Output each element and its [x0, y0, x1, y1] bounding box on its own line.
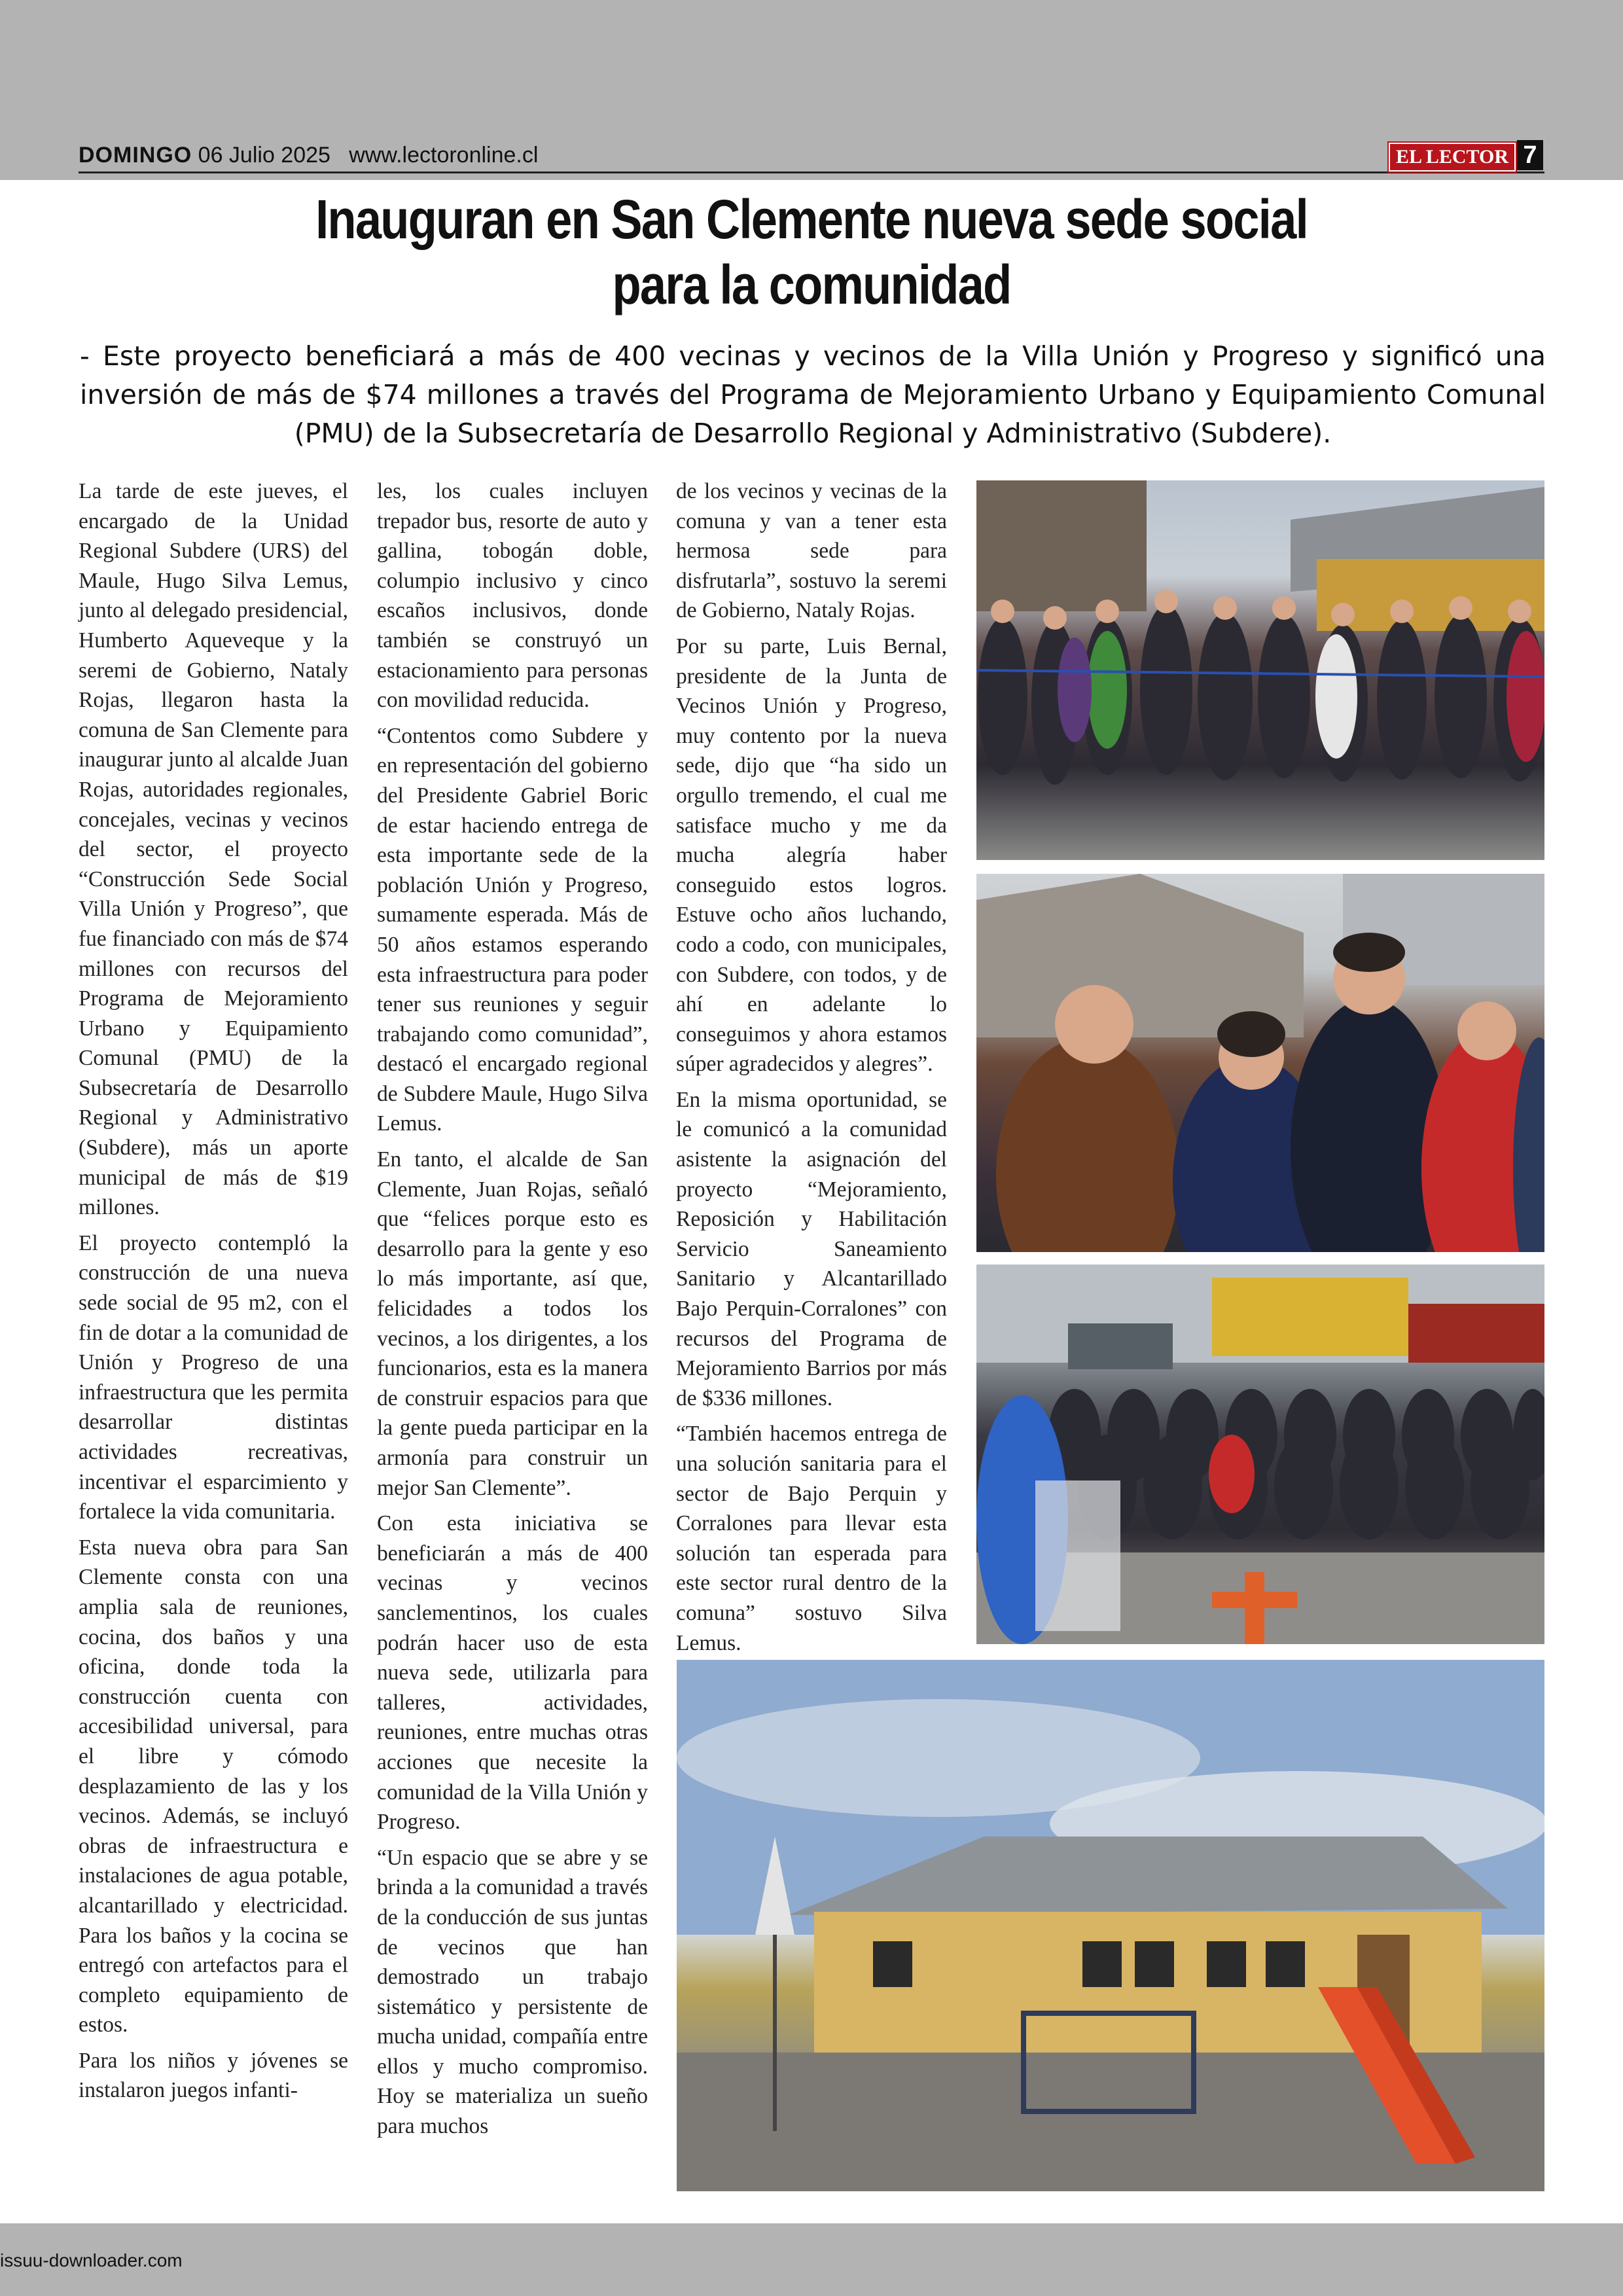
header-website[interactable]: www.lectoronline.cl [349, 143, 539, 168]
paragraph: “También hacemos entrega de una solución sanitaria para el sector de Bajo Perquin y Corralones para llevar esta solución tan esperada para este sector rural dentro de la comuna” sostuvo Silva Lemus. [676, 1422, 947, 1655]
article-column-1 [79, 476, 348, 2111]
el-lector-logo: EL LECTOR [1389, 143, 1516, 171]
photo-new-community-building-art [677, 1660, 1544, 2191]
article-column-3 [676, 476, 947, 1664]
article-title-line-2: para la comunidad [612, 254, 1011, 315]
paragraph: El proyecto contempló la construcción de una nueva sede social de 95 m2, con el fin de dotar a la comunidad de Unión y Progreso de una infraestructura que les permita desarrollar distintas actividades recreativas, incentivar el esparcimiento y fortalece la vida comunitaria. [79, 1230, 348, 1524]
viewer-footer-bar [0, 2223, 1623, 2296]
photo-new-community-building [677, 1660, 1544, 2191]
photo-speech-audience-art [976, 1265, 1544, 1644]
paragraph: les, los cuales incluyen trepador bus, resorte de auto y gallina, tobogán doble, columpio inclusivo y cinco escaños inclusivos, donde también se construyó un estacionamiento para personas con movilidad reducida. [377, 479, 648, 713]
paragraph: de los vecinos y vecinas de la comuna y van a tener esta hermosa sede para disfrutarla”, sostuvo la seremi de Gobierno, Nataly Rojas. [676, 479, 947, 623]
paragraph: Con esta iniciativa se beneficiarán a más de 400 vecinas y vecinos sanclementinos, los cuales podrán hacer uso de esta nueva sede, utilizarla para talleres, actividades, reuniones, entre muchas otras acciones que necesite la comunidad de la Villa Unión y Progreso. [377, 1511, 648, 1835]
header-rule [79, 171, 1544, 173]
paragraph: En la misma oportunidad, se le comunicó a la comunidad asistente la asignación del proyecto “Mejoramiento, Reposición y Habilitación Servicio Saneamiento Sanitario y Alcantarillado Bajo Perquin-Corralones” con recursos del Programa de Mejoramiento Barrios por más de $336 millones. [676, 1087, 947, 1410]
article-column-2 [377, 476, 648, 2147]
photo-authorities-audience-art [976, 874, 1544, 1252]
article-subtitle: - Este proyecto beneficiará a más de 400 vecinas y vecinos de la Villa Unión y Progreso y significó una inversión de más de $74 millones a través del Programa de Mejoramiento Urbano y Equipamiento Comunal (PMU) de la Subsecretaría de Desarrollo Regional y Administrativo (Subdere). [80, 340, 1546, 449]
page-header-info [79, 143, 538, 168]
photo-ribbon-cutting [976, 480, 1544, 860]
header-date: 06 Julio 2025 [198, 143, 330, 168]
page-number: 7 [1517, 140, 1543, 170]
photo-ribbon-cutting-art [976, 480, 1544, 860]
paragraph: Para los niños y jóvenes se instalaron juegos infanti- [79, 2048, 348, 2103]
photo-authorities-audience [976, 874, 1544, 1252]
paragraph: Por su parte, Luis Bernal, presidente de la Junta de Vecinos Unión y Progreso, muy contento por la nueva sede, dijo que “ha sido un orgullo tremendo, el cual me satisface mucho y me da mucha alegría haber conseguido estos logros. Estuve ocho años luchando, codo a codo, con municipales, con Subdere, con todos, y de ahí en adelante lo conseguimos y ahora estamos súper agradecidos y alegres”. [676, 634, 947, 1077]
header-day: DOMINGO [79, 143, 192, 168]
article-title-line-1: Inauguran en San Clemente nueva sede social [315, 188, 1308, 250]
photo-speech-audience [976, 1265, 1544, 1644]
paragraph: “Un espacio que se abre y se brinda a la comunidad a través de la conducción de sus juntas de vecinos que han demostrado un trabajo sistemático y persistente de mucha unidad, compañía entre ellos y mucho compromiso. Hoy se materializa un sueño para muchos [377, 1845, 648, 2139]
paragraph: “Contentos como Subdere y en representación del gobierno del Presidente Gabriel Boric de estar haciendo entrega de esta importante sede de la población Unión y Progreso, sumamente esperada. Más de 50 años estamos esperando esta infraestructura para poder tener sus reuniones y seguir trabajando como comunidad”, destacó el encargado regional de Subdere Maule, Hugo Silva Lemus. [377, 723, 648, 1136]
watermark-text: issuu-downloader.com [0, 2250, 183, 2270]
article-title [181, 187, 1442, 317]
paragraph: La tarde de este jueves, el encargado de la Unidad Regional Subdere (URS) del Maule, Hugo Silva Lemus, junto al delegado presidencial, Humberto Aqueveque y la seremi de Gobierno, Nataly Rojas, llegaron hasta la comuna de San Clemente para inaugurar junto al alcalde Juan Rojas, autoridades regionales, concejales, vecinas y vecinos del sector, el proyecto “Construcción Sede Social Villa Unión y Progreso”, que fue financiado con más de $74 millones con recursos del Programa de Mejoramiento Urbano y Equipamiento Comunal (PMU) de la Subsecretaría de Desarrollo Regional y Administrativo (Subdere), más un aporte municipal de más de $19 millones. [79, 479, 348, 1220]
paragraph: Esta nueva obra para San Clemente consta con una amplia sala de reuniones, cocina, dos baños y una oficina, donde toda la construcción cuenta con accesibilidad universal, para el libre y cómodo desplazamiento de las y los vecinos. Además, se incluyó obras de infraestructura e instalaciones de agua potable, alcantarillado y electricidad. Para los baños y la cocina se entregó con artefactos para el completo equipamiento de estos. [79, 1535, 348, 2037]
paragraph: En tanto, el alcalde de San Clemente, Juan Rojas, señaló que “felices porque esto es desarrollo para la gente y eso lo más importante, así que, felicidades a todos los vecinos, a los dirigentes, a los funcionarios, esta es la manera de construir espacios para que la gente pueda participar en la armonía para construir un mejor San Clemente”. [377, 1147, 648, 1500]
